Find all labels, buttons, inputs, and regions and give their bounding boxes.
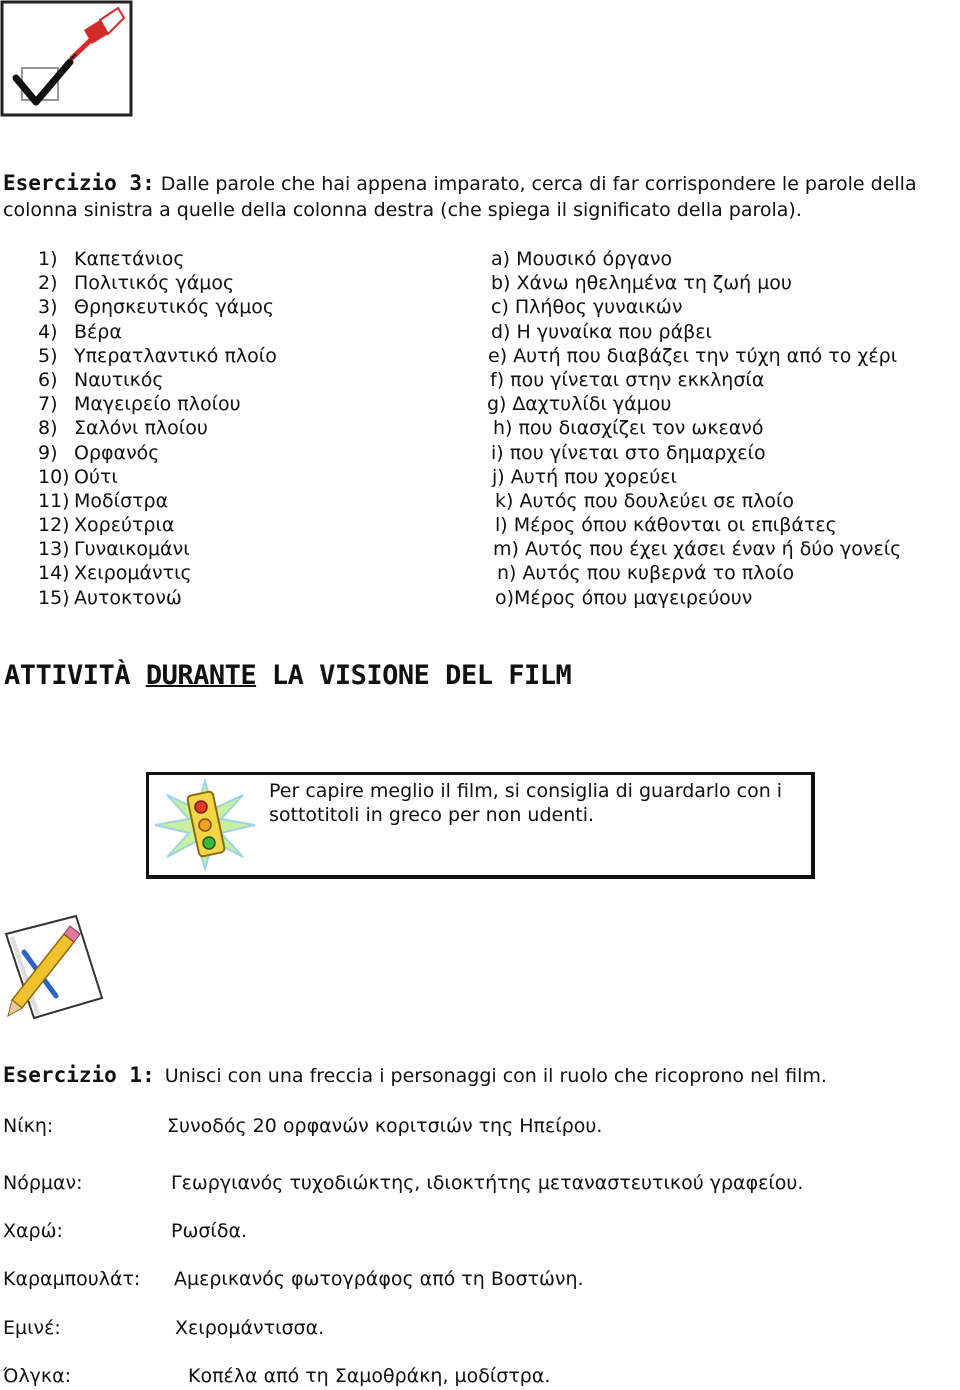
character-name: Εµινέ: <box>3 1317 61 1339</box>
item-number: 6) <box>38 368 58 391</box>
character-role: Συνοδός 20 ορφανών κοριτσιών της Ηπείρου. <box>167 1115 603 1137</box>
item-number: 15) <box>38 586 70 609</box>
item-text: Ούτι <box>74 465 118 488</box>
list-item <box>38 368 277 392</box>
list-item: i) που γίνεται στο δηµαρχείο <box>491 441 766 464</box>
item-text: Χειρομάντις <box>74 562 192 585</box>
item-number: 5) <box>38 344 58 367</box>
character-role: Κοπέλα από τη Σαµοθράκη, µοδίστρα. <box>188 1365 551 1387</box>
section-heading-part3: LA VISIONE DEL FILM <box>271 660 572 691</box>
list-item <box>38 416 277 440</box>
list-item: j) Αυτή που χορεύει <box>492 465 677 488</box>
list-item <box>38 537 277 561</box>
item-number: 9) <box>38 441 58 464</box>
section-heading-underlined: DURANTE <box>145 660 257 691</box>
item-text: Υπερατλαντικό πλοίο <box>74 344 277 367</box>
exercise3-intro-line1 <box>3 171 917 195</box>
list-item: n) Αυτός που κυβερνά το πλοίο <box>497 562 795 585</box>
list-item: c) Πλήθος γυναικών <box>491 296 683 319</box>
character-name: Καραµπουλάτ: <box>3 1268 141 1290</box>
exercise3-intro-line2: colonna sinistra a quelle della colonna destra (che spiega il significato della parola). <box>3 199 802 221</box>
item-text: Αυτοκτονώ <box>74 586 182 609</box>
exercise3-title: Esercizio 3: <box>3 171 155 195</box>
list-item: k) Αυτός που δουλεύει σε πλοίο <box>495 489 794 512</box>
item-number: 12) <box>38 514 70 537</box>
item-text: Ναυτικός <box>74 368 164 391</box>
item-text: Καπετάνιος <box>74 248 185 270</box>
list-item <box>38 271 277 295</box>
list-item: b) Χάνω ηθεληµένα τη ζωή µου <box>491 272 792 295</box>
list-item: g) ∆αχτυλίδι γάµου <box>487 393 672 416</box>
section-heading-part1: ATTIVITÀ <box>4 660 131 691</box>
item-number: 11) <box>38 489 70 512</box>
exercise3-intro-text: Dalle parole che hai appena imparato, cerca di far corrispondere le parole della <box>160 173 917 195</box>
item-number: 10) <box>38 465 70 488</box>
note-text: Per capire meglio il film, si consiglia di guardarlo con i sottotitoli in greco per non udenti. <box>269 780 783 826</box>
character-name: Χαρώ: <box>3 1220 63 1242</box>
list-item: e) Αυτή που διαβάζει την τύχη από το χέρι <box>488 344 898 367</box>
section-heading <box>4 660 571 691</box>
traffic-light-icon <box>151 779 259 871</box>
item-text: Μαγειρείο πλοίου <box>74 393 241 416</box>
item-number: 7) <box>38 393 58 416</box>
note-box <box>146 772 815 879</box>
item-text: Γυναικομάνι <box>74 538 190 561</box>
character-name: Νίκη: <box>3 1115 54 1137</box>
exercise3-right-column <box>486 247 901 610</box>
item-number: 1) <box>38 248 58 270</box>
item-number: 8) <box>38 417 58 440</box>
exercise1-title: Esercizio 1: <box>3 1063 155 1087</box>
list-item <box>38 344 277 368</box>
exercise3-left-column <box>38 247 277 610</box>
list-item: a) Μουσικό όργανο <box>491 248 673 270</box>
item-text: Χορεύτρια <box>74 514 175 537</box>
item-text: Πολιτικός γάμος <box>74 272 235 295</box>
list-item: h) που διασχίζει τον ωκεανό <box>493 417 764 440</box>
character-name: Όλγκα: <box>3 1365 72 1387</box>
list-item <box>38 295 277 319</box>
item-text: Μοδίστρα <box>74 489 169 512</box>
list-item <box>38 489 277 513</box>
item-text: Θρησκευτικός γάμος <box>74 296 275 319</box>
item-number: 3) <box>38 296 58 319</box>
item-text: Ορφανός <box>74 441 160 464</box>
pencil-paper-icon <box>0 912 110 1024</box>
list-item <box>38 586 277 610</box>
list-item <box>38 392 277 416</box>
list-item: f) που γίνεται στην εκκλησία <box>490 368 765 391</box>
character-role: Γεωργιανός τυχοδιώκτης, ιδιοκτήτης µεταναστευτικού γραφείου. <box>171 1172 804 1194</box>
item-number: 13) <box>38 538 70 561</box>
exercise1-header <box>3 1063 827 1087</box>
list-item: d) Η γυναίκα που ράβει <box>491 320 712 343</box>
list-item <box>38 441 277 465</box>
exercise1-instruction: Unisci con una freccia i personaggi con il ruolo che ricoprono nel film. <box>164 1065 827 1087</box>
list-item <box>38 247 277 271</box>
list-item: o)Μέρος όπου µαγειρεύουν <box>495 586 753 609</box>
character-name: Νόρµαν: <box>3 1172 83 1194</box>
item-number: 14) <box>38 562 70 585</box>
character-role: Χειροµάντισσα. <box>175 1317 325 1339</box>
list-item <box>38 320 277 344</box>
list-item: l) Μέρος όπου κάθονται οι επιβάτες <box>495 514 837 537</box>
item-text: Βέρα <box>74 320 122 343</box>
list-item <box>38 465 277 489</box>
checkbox-checkmark-pen-icon <box>0 0 134 118</box>
list-item <box>38 513 277 537</box>
item-number: 4) <box>38 320 58 343</box>
item-number: 2) <box>38 272 58 295</box>
character-role: Αµερικανός φωτογράφος από τη Βοστώνη. <box>174 1268 584 1290</box>
character-role: Ρωσίδα. <box>171 1220 248 1242</box>
list-item: m) Αυτός που έχει χάσει έναν ή δύο γονείς <box>493 538 902 561</box>
list-item <box>38 561 277 585</box>
item-text: Σαλόνι πλοίου <box>74 417 208 440</box>
